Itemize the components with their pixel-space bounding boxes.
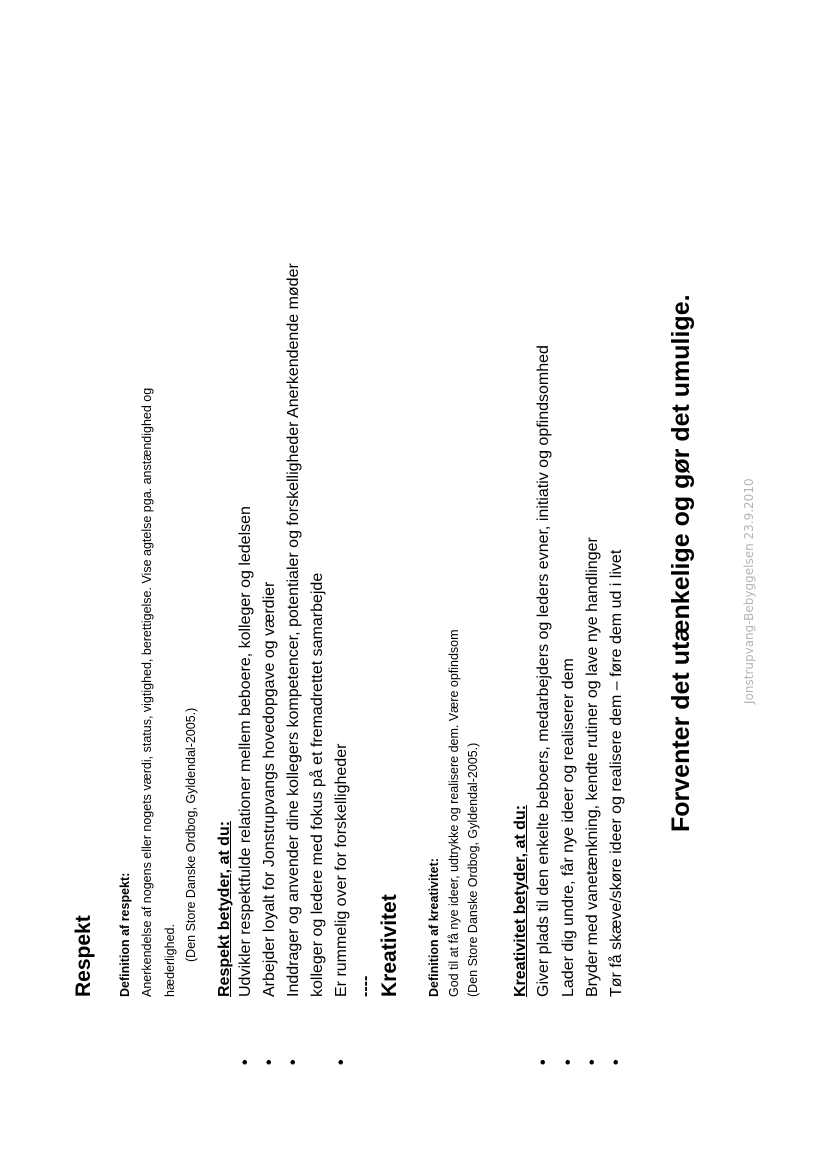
bullet-icon: •	[237, 1059, 254, 1065]
respekt-citation: (Den Store Danske Ordbog, Gyldendal-2005.)	[184, 707, 198, 962]
bullet-icon: •	[535, 1059, 552, 1065]
respekt-definition-heading: Definition af respekt:	[118, 872, 132, 997]
bullet-icon: •	[285, 1059, 302, 1065]
respekt-definition-text-line2: hæderlighed.	[163, 924, 177, 997]
respekt-title: Respekt	[72, 915, 95, 997]
bullet-icon: •	[584, 1059, 601, 1065]
source-note: Jonstrupvang-Bebyggelsen 23.9.2010	[742, 478, 756, 704]
kreativitet-definition-text: God til at få nye ideer, udtrykke og realisere dem. Være opfindsom	[447, 629, 461, 997]
respekt-item-4: Er rummelig over for forskelligheder	[333, 743, 350, 997]
section-divider: ----	[357, 975, 374, 997]
kreativitet-item-1: Giver plads til den enkelte beboers, medarbejders og leders evner, initiativ og opfindsomhed	[535, 345, 552, 997]
respekt-item-3: Inddrager og anvender dine kollegers kompetencer, potentialer og forskelligheder Anerkendende møder	[285, 263, 302, 997]
bullet-icon: •	[560, 1059, 577, 1065]
bullet-icon: •	[333, 1059, 350, 1065]
bullet-icon: •	[608, 1059, 625, 1065]
kreativitet-item-2: Lader dig undre, får nye ideer og realiserer dem	[560, 658, 577, 997]
kreativitet-item-4: Tør få skæve/skøre ideer og realisere dem – føre dem ud i livet	[608, 549, 625, 997]
respekt-section-heading: Respekt betyder, at du:	[216, 820, 233, 997]
bullet-icon: •	[261, 1059, 278, 1065]
kreativitet-section-heading: Kreativitet betyder, at du:	[512, 804, 529, 997]
respekt-definition-text-line1: Anerkendelse af nogens eller nogets værdi, status, vigtighed, berettigelse. Vise agtelse pga. anstændighed og	[140, 387, 154, 997]
kreativitet-item-3: Bryder med vanetænkning, kendte rutiner og lave nye handlinger	[584, 537, 601, 997]
respekt-item-3-continued: kolleger og ledere med fokus på et fremadrettet samarbejde	[309, 572, 326, 997]
kreativitet-definition-heading: Definition af kreativitet:	[427, 858, 441, 997]
slogan: Forventer det utænkelige og gør det umulige.	[667, 294, 695, 832]
kreativitet-title: Kreativitet	[378, 894, 401, 997]
respekt-item-2: Arbejder loyalt for Jonstrupvangs hovedopgave og værdier	[261, 581, 278, 997]
respekt-item-1: Udvikler respektfulde relationer mellem beboere, kolleger og ledelsen	[237, 506, 254, 997]
kreativitet-citation: (Den Store Danske Ordbog, Gyldendal-2005.)	[466, 742, 480, 997]
